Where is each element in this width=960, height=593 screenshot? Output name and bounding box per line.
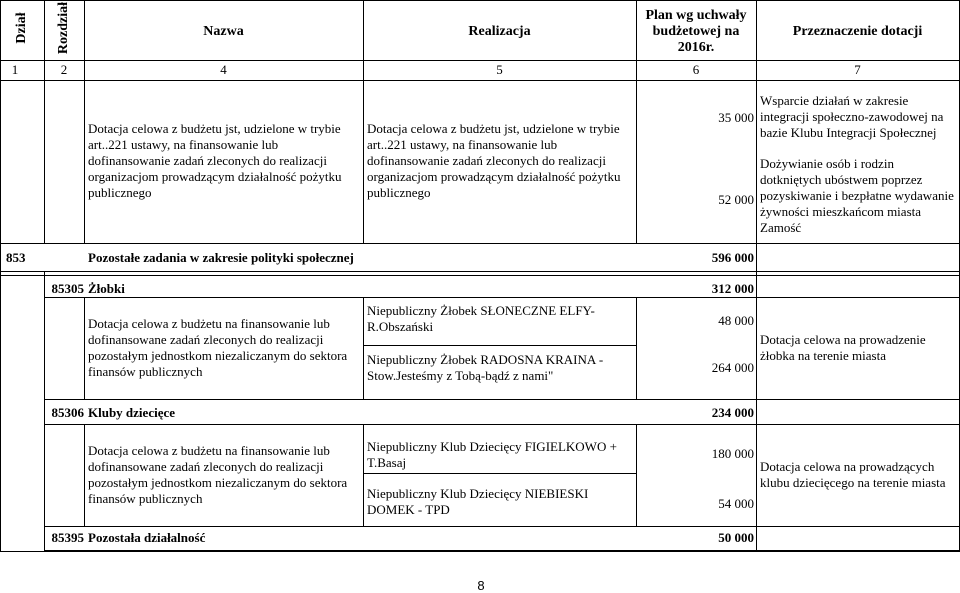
r85305-amount: 312 000: [711, 281, 754, 296]
header-realizacja: Realizacja: [468, 24, 531, 39]
r85305-przeznaczenie: Dotacja celowa na prowadzenie żłobka na terenie miasta: [760, 332, 926, 363]
dzial-853-name: Pozostałe zadania w zakresie polityki społecznej: [88, 250, 354, 265]
colnum-1: 1: [11, 62, 19, 77]
top-realizacja: Dotacja celowa z budżetu jst, udzielone w trybie art..221 ustawy, na finansowanie lub dofinansowanie zadań zleconych do realizacji organizacjom prowadzącym działalność pożytku publicznego: [367, 121, 621, 200]
r85305-real-2: Niepubliczny Żłobek RADOSNA KRAINA - Stow.Jesteśmy z Tobą-bądź z nami": [367, 352, 604, 383]
header-dzial: Dział: [14, 12, 29, 44]
r85306-nazwa: Dotacja celowa z budżetu na finansowanie lub dofinansowane zadań zleconych do realizacji pozostałym jednostkom niezaliczanym do sektora finansów publicznych: [88, 443, 348, 506]
top-amount-1: 35 000: [718, 110, 754, 125]
colnum-6: 6: [692, 62, 700, 77]
r85306-real-1: Niepubliczny Klub Dziecięcy FIGIELKOWO + T.Basaj: [367, 439, 617, 470]
r85395-code: 85395: [51, 530, 84, 545]
r85306-code: 85306: [51, 405, 84, 420]
r85306-amount: 234 000: [711, 405, 754, 420]
top-przeznaczenie-1: Wsparcie działań w zakresie integracji społeczno-zawodowej na bazie Klubu Integracji Społecznej: [760, 93, 944, 140]
r85305-nazwa: Dotacja celowa z budżetu na finansowanie lub dofinansowane zadań zleconych do realizacji pozostałym jednostkom niezaliczanym do sektora finansów publicznych: [88, 316, 348, 379]
r85305-amount-1: 48 000: [718, 313, 754, 328]
r85306-amount-1: 180 000: [711, 446, 754, 461]
r85306-amount-2: 54 000: [718, 496, 754, 511]
colnum-5: 5: [496, 62, 503, 77]
dzial-853-code: 853: [6, 250, 26, 265]
page-number: 8: [477, 578, 485, 593]
header-plan: Plan wg uchwały budżetowej na 2016r.: [645, 8, 747, 55]
r85306-przeznaczenie: Dotacja celowa na prowadzących klubu dziecięcego na terenie miasta: [760, 459, 946, 490]
header-przeznaczenie: Przeznaczenie dotacji: [792, 24, 923, 39]
top-przeznaczenie-2: Dożywianie osób i rodzin dotkniętych ubóstwem poprzez pozyskiwanie i bezpłatne wydawanie żywności mieszkańcom miasta Zamość: [760, 156, 954, 235]
r85305-amount-2: 264 000: [711, 360, 754, 375]
colnum-2: 2: [60, 62, 68, 77]
r85306-real-2: Niepubliczny Klub Dziecięcy NIEBIESKI DOMEK - TPD: [367, 486, 589, 517]
r85395-amount: 50 000: [718, 530, 754, 545]
header-nazwa: Nazwa: [203, 24, 244, 39]
r85395-name: Pozostała działalność: [88, 530, 206, 545]
top-amount-2: 52 000: [718, 192, 754, 207]
colnum-7: 7: [854, 62, 861, 77]
r85306-name: Kluby dziecięce: [88, 405, 176, 420]
r85305-code: 85305: [51, 281, 84, 296]
colnum-4: 4: [220, 62, 227, 77]
header-rozdzial: Rozdział: [56, 1, 71, 55]
r85305-name: Żłobki: [88, 281, 125, 296]
r85305-real-1: Niepubliczny Żłobek SŁONECZNE ELFY- R.Obszański: [367, 303, 595, 334]
dzial-853-amount: 596 000: [711, 250, 754, 265]
top-nazwa: Dotacja celowa z budżetu jst, udzielone w trybie art..221 ustawy, na finansowanie lub dofinansowanie zadań zleconych do realizacji organizacjom prowadzącym działalność pożytku publicznego: [88, 121, 342, 200]
